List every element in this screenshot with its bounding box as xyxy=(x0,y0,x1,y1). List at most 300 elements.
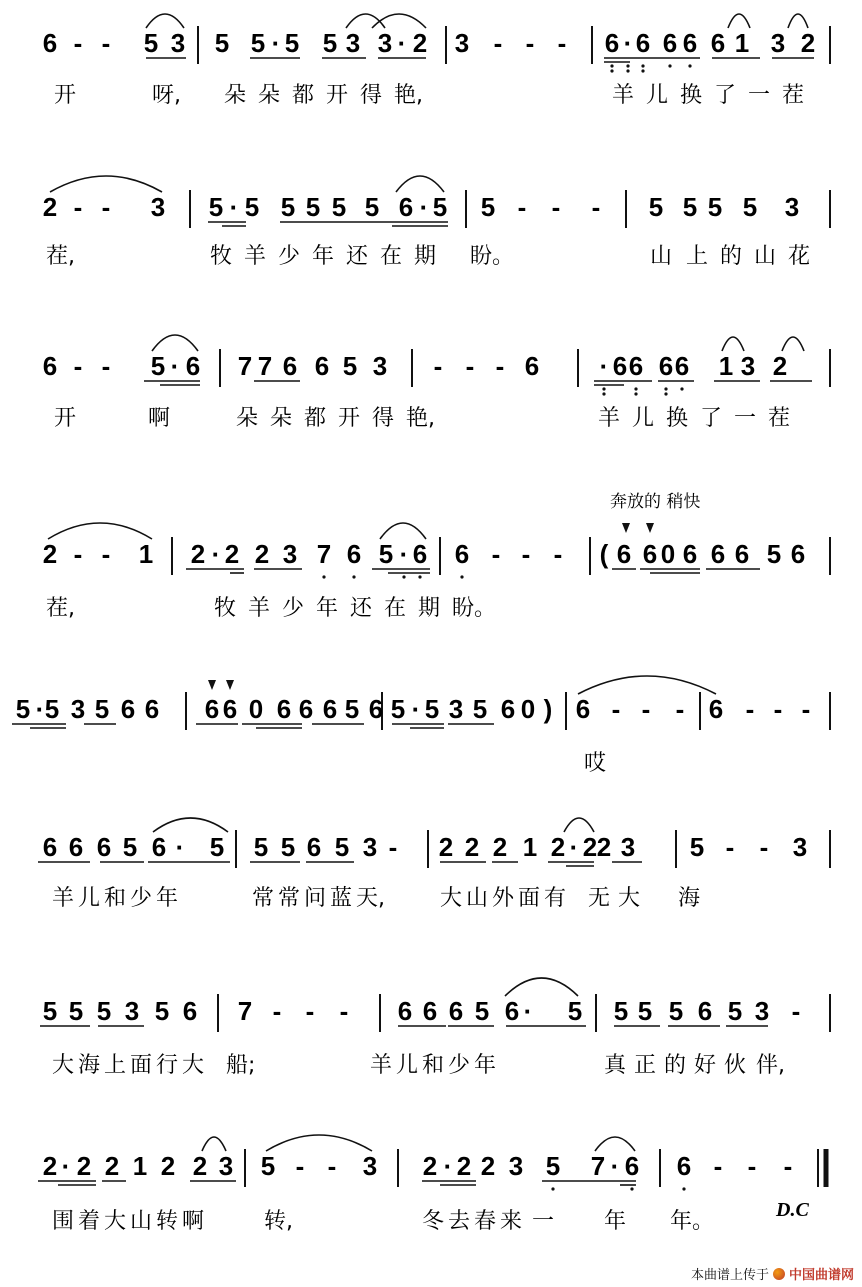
lyric: 有 xyxy=(544,886,567,911)
note: 5 xyxy=(284,28,300,58)
octave-dot xyxy=(402,575,405,578)
note: 2 xyxy=(772,351,788,381)
lyric: 转, xyxy=(264,1209,293,1234)
note: 3 xyxy=(362,832,378,862)
octave-dot xyxy=(668,64,671,67)
lyric: 年 xyxy=(312,244,335,269)
note: - xyxy=(388,832,398,862)
lyric: 期 xyxy=(418,596,441,621)
lyric: 大 xyxy=(104,1209,127,1234)
note: · xyxy=(599,351,609,381)
lyric: 和 xyxy=(104,886,127,911)
note: 5 xyxy=(143,28,159,58)
site-logo: 中国曲谱网 xyxy=(788,1267,854,1282)
lyric: 大 xyxy=(440,886,463,911)
note: 5 xyxy=(766,539,782,569)
octave-dot xyxy=(664,392,667,395)
note: 5 xyxy=(689,832,705,862)
lyric: 的 xyxy=(664,1053,687,1078)
lyric: 花 xyxy=(788,244,811,269)
slur-arc xyxy=(396,176,444,192)
note: - xyxy=(305,996,315,1026)
note: - xyxy=(783,1151,793,1181)
note: 5 xyxy=(567,996,583,1026)
note: 2 xyxy=(190,539,206,569)
lyric: 羊 xyxy=(370,1053,393,1078)
slur-arc xyxy=(202,1137,226,1151)
accent-mark xyxy=(646,523,654,533)
note: 6 xyxy=(96,832,112,862)
note: 6 xyxy=(790,539,806,569)
note: - xyxy=(591,192,601,222)
note: · xyxy=(175,832,185,862)
note: 3 xyxy=(282,539,298,569)
note: 0 xyxy=(660,539,676,569)
note: - xyxy=(801,694,811,724)
note: 5 xyxy=(94,694,110,724)
note: 5 xyxy=(42,996,58,1026)
octave-dot xyxy=(664,387,667,390)
note: · xyxy=(271,28,281,58)
note: 5 xyxy=(390,694,406,724)
note: 5 xyxy=(742,192,758,222)
score-row xyxy=(38,818,830,911)
note: 6 xyxy=(504,996,520,1026)
note: 3 xyxy=(70,694,86,724)
note: 6 xyxy=(682,539,698,569)
note: 7 xyxy=(590,1151,606,1181)
note: 5 xyxy=(322,28,338,58)
slur-arc xyxy=(153,818,228,832)
note: 2 xyxy=(42,1151,58,1181)
lyric: 茬 xyxy=(782,83,805,108)
note: 5 xyxy=(96,996,112,1026)
note: 5 xyxy=(260,1151,276,1181)
note: · xyxy=(397,28,407,58)
lyric: 行 xyxy=(156,1053,179,1078)
note: 6 xyxy=(674,351,690,381)
note: 0 xyxy=(248,694,264,724)
lyric: 大 xyxy=(182,1053,205,1078)
lyric: 儿 xyxy=(632,406,655,431)
lyric: 和 xyxy=(422,1053,445,1078)
note: · xyxy=(569,832,579,862)
lyric: 还 xyxy=(346,244,369,269)
note: - xyxy=(493,28,503,58)
note: 2 xyxy=(596,832,612,862)
lyric: 少 xyxy=(282,596,305,621)
note: 2 xyxy=(438,832,454,862)
lyric: 真 xyxy=(604,1053,627,1078)
note: 5 xyxy=(682,192,698,222)
note: 5 xyxy=(122,832,138,862)
note: 6 xyxy=(346,539,362,569)
octave-dot xyxy=(460,575,463,578)
note: - xyxy=(73,192,83,222)
note: 5 xyxy=(432,192,448,222)
lyric: 山 xyxy=(466,886,489,911)
note: 6 xyxy=(635,28,651,58)
note: 3 xyxy=(362,1151,378,1181)
lyric: 都 xyxy=(292,83,315,108)
note: 1 xyxy=(734,28,750,58)
note: - xyxy=(433,351,443,381)
note: 1 xyxy=(522,832,538,862)
lyric: 期 xyxy=(414,244,437,269)
lyric: 茬, xyxy=(46,596,75,621)
slur-arc xyxy=(564,818,594,832)
lyric: 春 xyxy=(474,1209,497,1234)
note: 6 xyxy=(616,539,632,569)
note: ( xyxy=(599,539,609,569)
note: 6 xyxy=(658,351,674,381)
octave-dot xyxy=(626,69,629,72)
note: 2 xyxy=(42,539,58,569)
note: 3 xyxy=(448,694,464,724)
note: 6 xyxy=(612,351,628,381)
note: 6 xyxy=(298,694,314,724)
note: 3 xyxy=(508,1151,524,1181)
note: - xyxy=(73,351,83,381)
score-row xyxy=(43,335,830,431)
lyric: 上 xyxy=(686,244,709,269)
note: 2 xyxy=(224,539,240,569)
note: 6 xyxy=(397,996,413,1026)
slur-arc xyxy=(788,14,808,28)
lyric: 一 xyxy=(532,1209,555,1234)
lyric: 常 xyxy=(278,886,301,911)
lyric: 天, xyxy=(356,886,385,911)
note: 5 xyxy=(331,192,347,222)
note: 3 xyxy=(377,28,393,58)
note: 5 xyxy=(305,192,321,222)
note: · xyxy=(211,539,221,569)
note: 2 xyxy=(76,1151,92,1181)
note: 0 xyxy=(520,694,536,724)
note: - xyxy=(465,351,475,381)
lyric: 羊 xyxy=(598,406,621,431)
note: 5 xyxy=(15,694,31,724)
note: 6 xyxy=(151,832,167,862)
note: 3 xyxy=(740,351,756,381)
lyric: 啊 xyxy=(148,406,171,431)
note: · xyxy=(170,351,180,381)
note: 3 xyxy=(372,351,388,381)
lyric: 儿 xyxy=(78,886,101,911)
note: 5 xyxy=(378,539,394,569)
lyric: 常 xyxy=(252,886,275,911)
note: 5 xyxy=(344,694,360,724)
note: 3 xyxy=(218,1151,234,1181)
note: 6 xyxy=(314,351,330,381)
note: 6 xyxy=(734,539,750,569)
footer-text: 本曲谱上传于 xyxy=(690,1268,769,1283)
note: 6 xyxy=(604,28,620,58)
lyric: 海 xyxy=(678,886,701,911)
octave-dot xyxy=(551,1187,554,1190)
lyric: 换 xyxy=(680,83,703,108)
lyric: 的 xyxy=(720,244,743,269)
score-row xyxy=(43,176,830,269)
lyric: 转 xyxy=(156,1209,179,1234)
lyric: 朵 xyxy=(224,83,247,108)
note: 6 xyxy=(276,694,292,724)
note: 5 xyxy=(44,694,60,724)
lyric: 羊 xyxy=(244,244,267,269)
note: · xyxy=(35,694,45,724)
note: 6 xyxy=(222,694,238,724)
slur-arc xyxy=(48,523,152,539)
accent-mark xyxy=(622,523,630,533)
lyric: 少 xyxy=(278,244,301,269)
note: 6 xyxy=(642,539,658,569)
lyric: 在 xyxy=(384,596,407,621)
note: 3 xyxy=(345,28,361,58)
lyric: 蓝 xyxy=(330,886,353,911)
lyric: 年 xyxy=(474,1053,497,1078)
lyric: 无 xyxy=(588,886,611,911)
octave-dot xyxy=(602,392,605,395)
lyric: 朵 xyxy=(258,83,281,108)
globe-icon xyxy=(773,1268,785,1280)
score-row xyxy=(12,676,830,776)
note: 5 xyxy=(472,694,488,724)
lyric: 茬 xyxy=(768,406,791,431)
note: 6 xyxy=(708,694,724,724)
note: 5 xyxy=(364,192,380,222)
lyric: 年 xyxy=(604,1209,627,1234)
note: 6 xyxy=(448,996,464,1026)
note: 6 xyxy=(398,192,414,222)
note: 5 xyxy=(342,351,358,381)
lyric: 年 xyxy=(316,596,339,621)
lyric: 艳, xyxy=(394,83,423,108)
note: 6 xyxy=(575,694,591,724)
note: 5 xyxy=(154,996,170,1026)
note: 6 xyxy=(710,28,726,58)
note: 5 xyxy=(214,28,230,58)
note: 6 xyxy=(306,832,322,862)
note: 6 xyxy=(282,351,298,381)
note: - xyxy=(745,694,755,724)
accent-mark xyxy=(226,680,234,690)
lyric: 年。 xyxy=(670,1209,715,1234)
note: 5 xyxy=(150,351,166,381)
note: 3 xyxy=(170,28,186,58)
note: 5 xyxy=(244,192,260,222)
note: - xyxy=(557,28,567,58)
note: - xyxy=(759,832,769,862)
note: - xyxy=(525,28,535,58)
lyric: 上 xyxy=(104,1053,127,1078)
lyric: 开 xyxy=(54,83,77,108)
note: 6 xyxy=(42,351,58,381)
lyric: 朵 xyxy=(270,406,293,431)
note: 6 xyxy=(412,539,428,569)
note: 5 xyxy=(280,192,296,222)
lyric: 牧 xyxy=(210,244,233,269)
score-row xyxy=(43,14,830,108)
note: 2 xyxy=(800,28,816,58)
lyric: 羊 xyxy=(52,886,75,911)
note: 5 xyxy=(253,832,269,862)
note: 7 xyxy=(237,351,253,381)
note: - xyxy=(101,351,111,381)
note: 1 xyxy=(718,351,734,381)
lyric: 面 xyxy=(518,886,541,911)
note: 5 xyxy=(250,28,266,58)
lyric: 了 xyxy=(700,406,723,431)
note: 3 xyxy=(784,192,800,222)
slur-arc xyxy=(782,337,804,351)
note: 2 xyxy=(480,1151,496,1181)
slur-arc xyxy=(728,14,750,28)
slur-arc xyxy=(505,978,578,996)
slur-arc xyxy=(146,14,184,28)
note: - xyxy=(101,192,111,222)
lyric: 羊 xyxy=(248,596,271,621)
note: · xyxy=(610,1151,620,1181)
note: - xyxy=(551,192,561,222)
note: - xyxy=(295,1151,305,1181)
lyric: 年 xyxy=(156,886,179,911)
score-row xyxy=(40,978,830,1078)
lyric: 伴, xyxy=(756,1053,785,1078)
note: 5 xyxy=(280,832,296,862)
note: 6 xyxy=(454,539,470,569)
octave-dot xyxy=(688,64,691,67)
note: 6 xyxy=(68,832,84,862)
lyric: 少 xyxy=(448,1053,471,1078)
octave-dot xyxy=(610,69,613,72)
lyric: 正 xyxy=(634,1053,657,1078)
note: 3 xyxy=(454,28,470,58)
note: 6 xyxy=(204,694,220,724)
octave-dot xyxy=(352,575,355,578)
note: 2 xyxy=(412,28,428,58)
note: ) xyxy=(543,694,553,724)
note: 6 xyxy=(662,28,678,58)
note: - xyxy=(495,351,505,381)
note: - xyxy=(747,1151,757,1181)
lyric: 一 xyxy=(734,406,757,431)
note: 5 xyxy=(424,694,440,724)
note: 6 xyxy=(42,832,58,862)
lyric: 大 xyxy=(52,1053,75,1078)
lyric: 朵 xyxy=(236,406,259,431)
note: 5 xyxy=(209,832,225,862)
note: - xyxy=(73,539,83,569)
octave-dot xyxy=(682,1187,685,1190)
lyric: 海 xyxy=(78,1053,101,1078)
note: 5 xyxy=(68,996,84,1026)
note: 5 xyxy=(613,996,629,1026)
lyric: 来 xyxy=(500,1209,523,1234)
slur-arc xyxy=(152,335,198,351)
footer xyxy=(691,1264,854,1283)
note: 5 xyxy=(480,192,496,222)
slur-arc xyxy=(50,176,162,192)
note: - xyxy=(611,694,621,724)
lyric: 得 xyxy=(360,83,383,108)
octave-dot xyxy=(418,575,421,578)
lyric: 开 xyxy=(326,83,349,108)
note: 5 xyxy=(474,996,490,1026)
note: 2 xyxy=(192,1151,208,1181)
note: · xyxy=(399,539,409,569)
note: 6 xyxy=(710,539,726,569)
note: - xyxy=(327,1151,337,1181)
note: 5 xyxy=(707,192,723,222)
note: - xyxy=(675,694,685,724)
note: 3 xyxy=(770,28,786,58)
lyric: 哎 xyxy=(584,751,607,776)
note: - xyxy=(791,996,801,1026)
note: - xyxy=(491,539,501,569)
lyric: 山 xyxy=(650,244,673,269)
octave-dot xyxy=(630,1187,633,1190)
lyric: 冬 xyxy=(422,1209,445,1234)
note: 6 xyxy=(500,694,516,724)
lyric: 少 xyxy=(130,886,153,911)
note: 6 xyxy=(624,1151,640,1181)
note: · xyxy=(523,996,533,1026)
note: 1 xyxy=(132,1151,148,1181)
lyric: 儿 xyxy=(646,83,669,108)
lyric: 开 xyxy=(338,406,361,431)
lyric: 牧 xyxy=(214,596,237,621)
octave-dot xyxy=(602,387,605,390)
note: 6 xyxy=(422,996,438,1026)
note: 6 xyxy=(182,996,198,1026)
lyric: 山 xyxy=(130,1209,153,1234)
accent-mark xyxy=(208,680,216,690)
note: 6 xyxy=(144,694,160,724)
note: 2 xyxy=(42,192,58,222)
score-row xyxy=(43,492,830,621)
note: 7 xyxy=(316,539,332,569)
slur-arc xyxy=(380,523,426,539)
lyric: 着 xyxy=(78,1209,101,1234)
note: 6 xyxy=(628,351,644,381)
slur-arc xyxy=(372,14,426,28)
note: 6 xyxy=(120,694,136,724)
note: - xyxy=(773,694,783,724)
note: 2 xyxy=(492,832,508,862)
note: 1 xyxy=(138,539,154,569)
lyric: 船; xyxy=(226,1053,256,1078)
note: 2 xyxy=(422,1151,438,1181)
note: 6 xyxy=(682,28,698,58)
note: 2 xyxy=(104,1151,120,1181)
note: 3 xyxy=(792,832,808,862)
lyric: 艳, xyxy=(406,406,435,431)
note: 7 xyxy=(257,351,273,381)
octave-dot xyxy=(680,387,683,390)
note: 2 xyxy=(464,832,480,862)
lyric: 得 xyxy=(372,406,395,431)
lyric: 呀, xyxy=(152,83,181,108)
note: - xyxy=(713,1151,723,1181)
lyric: 问 xyxy=(304,886,327,911)
note: 5 xyxy=(668,996,684,1026)
note: 5 xyxy=(334,832,350,862)
octave-dot xyxy=(634,392,637,395)
lyric: 都 xyxy=(304,406,327,431)
octave-dot xyxy=(641,69,644,72)
note: 2 xyxy=(456,1151,472,1181)
note: 2 xyxy=(160,1151,176,1181)
